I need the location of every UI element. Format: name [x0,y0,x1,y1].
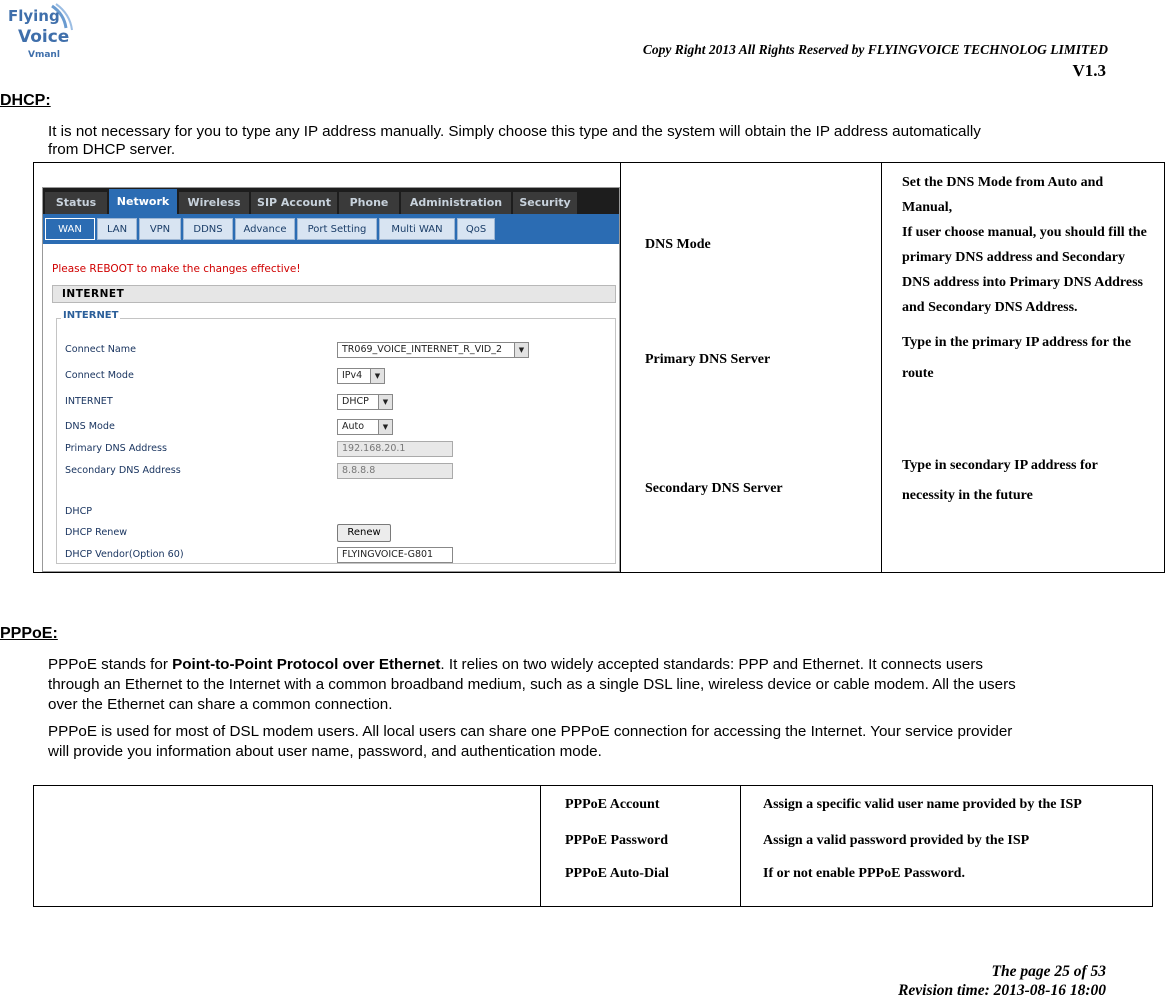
pppoe-para-1-line-2: through an Ethernet to the Internet with a common broadband medium, such as a single DSL line, wireless device or cable modem. All the users [48,676,1016,693]
dns-mode-name: DNS Mode [645,237,711,252]
tab-sip-account[interactable]: SIP Account [251,192,337,214]
primary-dns-desc-cell [882,327,1165,393]
internet-mode-select[interactable] [337,394,393,410]
revision-time: Revision time: 2013-08-16 18:00 [898,982,1106,999]
subtab-ddns[interactable]: DDNS [183,218,233,240]
pppoe-heading: PPPoE: [0,625,58,642]
connect-name-value: TR069_VOICE_INTERNET_R_VID_2 [342,344,503,355]
internet-fieldset-legend: INTERNET [63,310,119,321]
logo-text-1: Flying [8,7,60,25]
dropdown-arrow-icon: ▼ [378,420,392,434]
dns-mode-desc-line: Manual, [902,200,953,215]
subtab-port-setting[interactable]: Port Setting [297,218,377,240]
pppoe-para-2-line-1: PPPoE is used for most of DSL modem users. All local users can share one PPPoE connection for accessing the Internet. Your service provider [48,723,1013,740]
secondary-dns-label: Secondary DNS Address [65,465,181,476]
subtab-lan[interactable]: LAN [97,218,137,240]
internet-fieldset [56,318,616,564]
dropdown-arrow-icon: ▼ [370,369,384,383]
secondary-dns-desc-cell [882,393,1165,573]
primary-dns-label: Primary DNS Address [65,443,168,454]
dns-mode-desc-line: DNS address into Primary DNS Address [902,275,1144,290]
tab-security[interactable]: Security [513,192,577,214]
logo-graphic [6,2,74,60]
secondary-dns-desc-line: necessity in the future [902,488,1033,503]
pppoe-password-desc-cell [741,824,1153,858]
primary-dns-input[interactable]: 192.168.20.1 [337,441,453,457]
pppoe-table [33,785,1153,907]
internet-mode-value: DHCP [342,396,369,407]
subtab-vpn[interactable]: VPN [139,218,181,240]
internet-label: INTERNET [65,396,113,407]
pppoe-autodial-name-cell [541,858,741,907]
logo-text-2: Voice [18,27,70,47]
connect-mode-label: Connect Mode [65,370,134,381]
secondary-dns-name: Secondary DNS Server [645,481,783,496]
dhcp-screenshot-cell [34,163,621,573]
renew-button[interactable]: Renew [337,524,391,542]
dhcp-vendor-input[interactable]: FLYINGVOICE-G801 [337,547,453,563]
pppoe-text: . It relies on two widely accepted standards: PPP and Ethernet. It connects users [440,656,983,673]
dhcp-table [33,162,1165,573]
top-nav [43,188,619,214]
pppoe-password-name: PPPoE Password [565,833,669,848]
router-web-ui [42,187,620,572]
subtab-wan[interactable]: WAN [45,218,95,240]
flyingvoice-logo [6,2,74,60]
connect-mode-value: IPv4 [342,370,363,381]
pppoe-expansion: Point-to-Point Protocol over Ethernet [172,656,441,673]
sub-nav [43,214,619,244]
document-version: V1.3 [1072,61,1106,80]
tab-phone[interactable]: Phone [339,192,399,214]
dns-mode-desc-cell [882,163,1165,328]
pppoe-text: PPPoE stands for [48,656,173,673]
dns-mode-label: DNS Mode [65,421,115,432]
tab-wireless[interactable]: Wireless [179,192,249,214]
connect-name-label: Connect Name [65,344,137,355]
pppoe-account-desc: Assign a specific valid user name provided by the ISP [763,797,1082,812]
tab-administration[interactable]: Administration [401,192,511,214]
dhcp-heading: DHCP: [0,92,51,109]
primary-dns-name: Primary DNS Server [645,352,771,367]
subtab-multi-wan[interactable]: Multi WAN [379,218,455,240]
internet-section-bar: INTERNET [52,285,616,303]
pppoe-account-desc-cell [741,786,1153,825]
dns-mode-desc-line: and Secondary DNS Address. [902,300,1078,315]
pppoe-para-1-line-3: over the Ethernet can share a common connection. [48,696,393,713]
dhcp-renew-label: DHCP Renew [65,527,128,538]
reboot-notice: Please REBOOT to make the changes effective! [52,263,301,275]
subtab-advance[interactable]: Advance [235,218,295,240]
dhcp-intro-line-1: It is not necessary for you to type any IP address manually. Simply choose this type and the system will obtain the IP address automatically [48,123,981,140]
connect-name-select[interactable] [337,342,529,358]
dns-mode-name-cell [621,163,882,328]
pppoe-blank-cell [34,786,541,907]
logo-text-3: Vmanl [28,50,60,60]
tab-status[interactable]: Status [45,192,107,214]
primary-dns-desc-line: route [902,366,934,381]
pppoe-autodial-desc-cell [741,858,1153,907]
subtab-qos[interactable]: QoS [457,218,495,240]
dropdown-arrow-icon: ▼ [514,343,528,357]
dns-mode-desc-line: Set the DNS Mode from Auto and [902,175,1104,190]
tab-network[interactable]: Network [109,189,177,214]
secondary-dns-input[interactable]: 8.8.8.8 [337,463,453,479]
pppoe-account-name: PPPoE Account [565,797,660,812]
primary-dns-name-cell [621,327,882,393]
primary-dns-desc-line: Type in the primary IP address for the [902,335,1132,350]
pppoe-para-1-line-1 [48,656,983,674]
dns-mode-value: Auto [342,421,365,432]
dns-mode-desc-line: primary DNS address and Secondary [902,250,1125,265]
dhcp-vendor-label: DHCP Vendor(Option 60) [65,549,184,560]
dns-mode-select[interactable] [337,419,393,435]
pppoe-account-name-cell [541,786,741,825]
page-number: The page 25 of 53 [991,963,1106,980]
dhcp-intro-line-2: from DHCP server. [48,141,176,158]
secondary-dns-desc-line: Type in secondary IP address for [902,458,1098,473]
dhcp-label: DHCP [65,506,93,517]
pppoe-password-name-cell [541,824,741,858]
pppoe-para-2-line-2: will provide you information about user name, password, and authentication mode. [48,743,602,760]
dropdown-arrow-icon: ▼ [378,395,392,409]
copyright-notice: Copy Right 2013 All Rights Reserved by FLYINGVOICE TECHNOLOG LIMITED [642,42,1108,57]
pppoe-autodial-name: PPPoE Auto-Dial [565,866,669,881]
connect-mode-select[interactable] [337,368,385,384]
pppoe-password-desc: Assign a valid password provided by the ISP [763,833,1030,848]
secondary-dns-name-cell [621,393,882,573]
dns-mode-desc-line: If user choose manual, you should fill the [902,225,1147,240]
pppoe-autodial-desc: If or not enable PPPoE Password. [763,866,965,881]
